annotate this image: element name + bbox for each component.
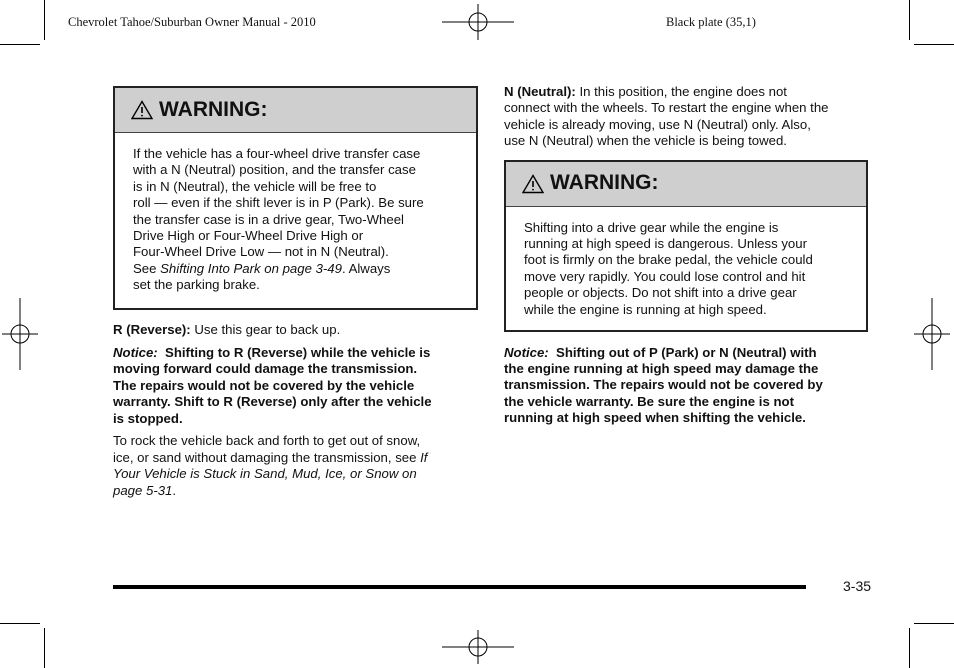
warning-line: with a N (Neutral) position, and the transfer case — [133, 162, 416, 178]
notice-line: Shifting out of P (Park) or N (Neutral) with — [556, 344, 817, 360]
registration-mark-left-icon — [2, 298, 38, 370]
notice-line: the vehicle warranty. Be sure the engine is not — [504, 393, 794, 409]
warning-box — [504, 160, 868, 332]
warning-line: the transfer case is in a drive gear, Two-Wheel — [133, 211, 404, 227]
notice-paragraph — [113, 345, 478, 427]
see-suffix: . Always — [341, 260, 391, 276]
notice-line: the engine running at high speed may damage the — [504, 361, 819, 377]
cross-reference-link[interactable]: page 5-31 — [113, 482, 173, 498]
body-line: connect with the wheels. To restart the engine when the — [504, 100, 829, 116]
cross-reference-link[interactable]: Your Vehicle is Stuck in Sand, Mud, Ice, or Snow on — [113, 466, 417, 482]
reverse-label: R (Reverse): — [113, 322, 191, 337]
warning-header — [115, 88, 476, 133]
reverse-paragraph — [113, 322, 478, 338]
crop-mark — [0, 623, 40, 624]
warning-line: Drive High or Four-Wheel Drive High or — [133, 228, 364, 244]
warning-triangle-icon — [522, 174, 544, 194]
body-line: vehicle is already moving, use N (Neutral) only. Also, — [504, 116, 811, 132]
warning-line: Shifting into a drive gear while the engine is — [524, 219, 779, 235]
notice-line: The repairs would not be covered by the vehicle — [113, 377, 415, 393]
notice-line: running at high speed when shifting the vehicle. — [504, 410, 806, 426]
warning-title: WARNING: — [550, 171, 659, 195]
crop-mark — [44, 628, 45, 668]
crop-mark — [0, 44, 40, 45]
notice-line: moving forward could damage the transmission. — [113, 361, 418, 377]
warning-line: If the vehicle has a four-wheel drive transfer case — [133, 146, 421, 161]
warning-line: while the engine is running at high speed. — [524, 301, 767, 317]
crop-mark — [44, 0, 45, 40]
warning-text — [115, 133, 476, 304]
neutral-paragraph — [504, 84, 874, 150]
registration-mark-top-icon — [442, 2, 514, 42]
warning-header — [506, 162, 866, 207]
warning-line: roll — even if the shift lever is in P (Park). Be sure — [133, 195, 424, 211]
footer-rule — [113, 585, 806, 589]
warning-text — [506, 207, 866, 328]
warning-line: move very rapidly. You could lose control and hit — [524, 268, 806, 284]
warning-line: running at high speed is dangerous. Unless your — [524, 236, 807, 252]
warning-line: Four-Wheel Drive Low — not in N (Neutral). — [133, 244, 389, 260]
body-line: To rock the vehicle back and forth to get out of snow, — [113, 433, 421, 449]
running-header-plate: Black plate (35,1) — [666, 15, 756, 29]
warning-title: WARNING: — [159, 97, 268, 121]
notice-line: is stopped. — [113, 410, 183, 426]
crop-mark — [909, 628, 910, 668]
warning-line — [133, 261, 458, 277]
page-number: 3-35 — [843, 578, 872, 594]
crop-mark — [914, 44, 954, 45]
notice-line: Shifting to R (Reverse) while the vehicle is — [165, 344, 431, 360]
see-prefix: See — [133, 260, 161, 276]
body-line: In this position, the engine does not — [575, 84, 787, 99]
warning-triangle-icon — [131, 100, 153, 120]
neutral-label: N (Neutral): — [504, 84, 576, 99]
warning-line: set the parking brake. — [133, 277, 260, 293]
cross-reference-link[interactable]: If — [420, 449, 428, 465]
registration-mark-right-icon — [914, 298, 950, 370]
warning-box — [113, 86, 478, 310]
registration-mark-bottom-icon — [442, 628, 514, 666]
cross-reference-link[interactable]: Shifting Into Park on page 3-49 — [160, 260, 342, 276]
notice-line: transmission. The repairs would not be covered by — [504, 377, 823, 393]
notice-label: Notice: — [504, 344, 549, 360]
notice-line: warranty. Shift to R (Reverse) only after the vehicle — [113, 394, 432, 410]
crop-mark — [909, 0, 910, 40]
reverse-text: Use this gear to back up. — [190, 322, 341, 337]
warning-line: foot is firmly on the brake pedal, the vehicle could — [524, 252, 813, 268]
crop-mark — [914, 623, 954, 624]
running-header-title: Chevrolet Tahoe/Suburban Owner Manual - 2010 — [68, 15, 316, 29]
right-column — [504, 84, 874, 433]
warning-line: is in N (Neutral), the vehicle will be free to — [133, 178, 377, 194]
left-column — [113, 86, 478, 506]
body-text: . — [172, 482, 177, 498]
body-line: ice, or sand without damaging the transmission, see — [113, 449, 421, 465]
notice-paragraph — [504, 345, 874, 427]
notice-label: Notice: — [113, 344, 158, 360]
warning-line: people or objects. Do not shift into a drive gear — [524, 285, 797, 301]
body-line: use N (Neutral) when the vehicle is being towed. — [504, 133, 787, 149]
rock-paragraph — [113, 433, 478, 499]
